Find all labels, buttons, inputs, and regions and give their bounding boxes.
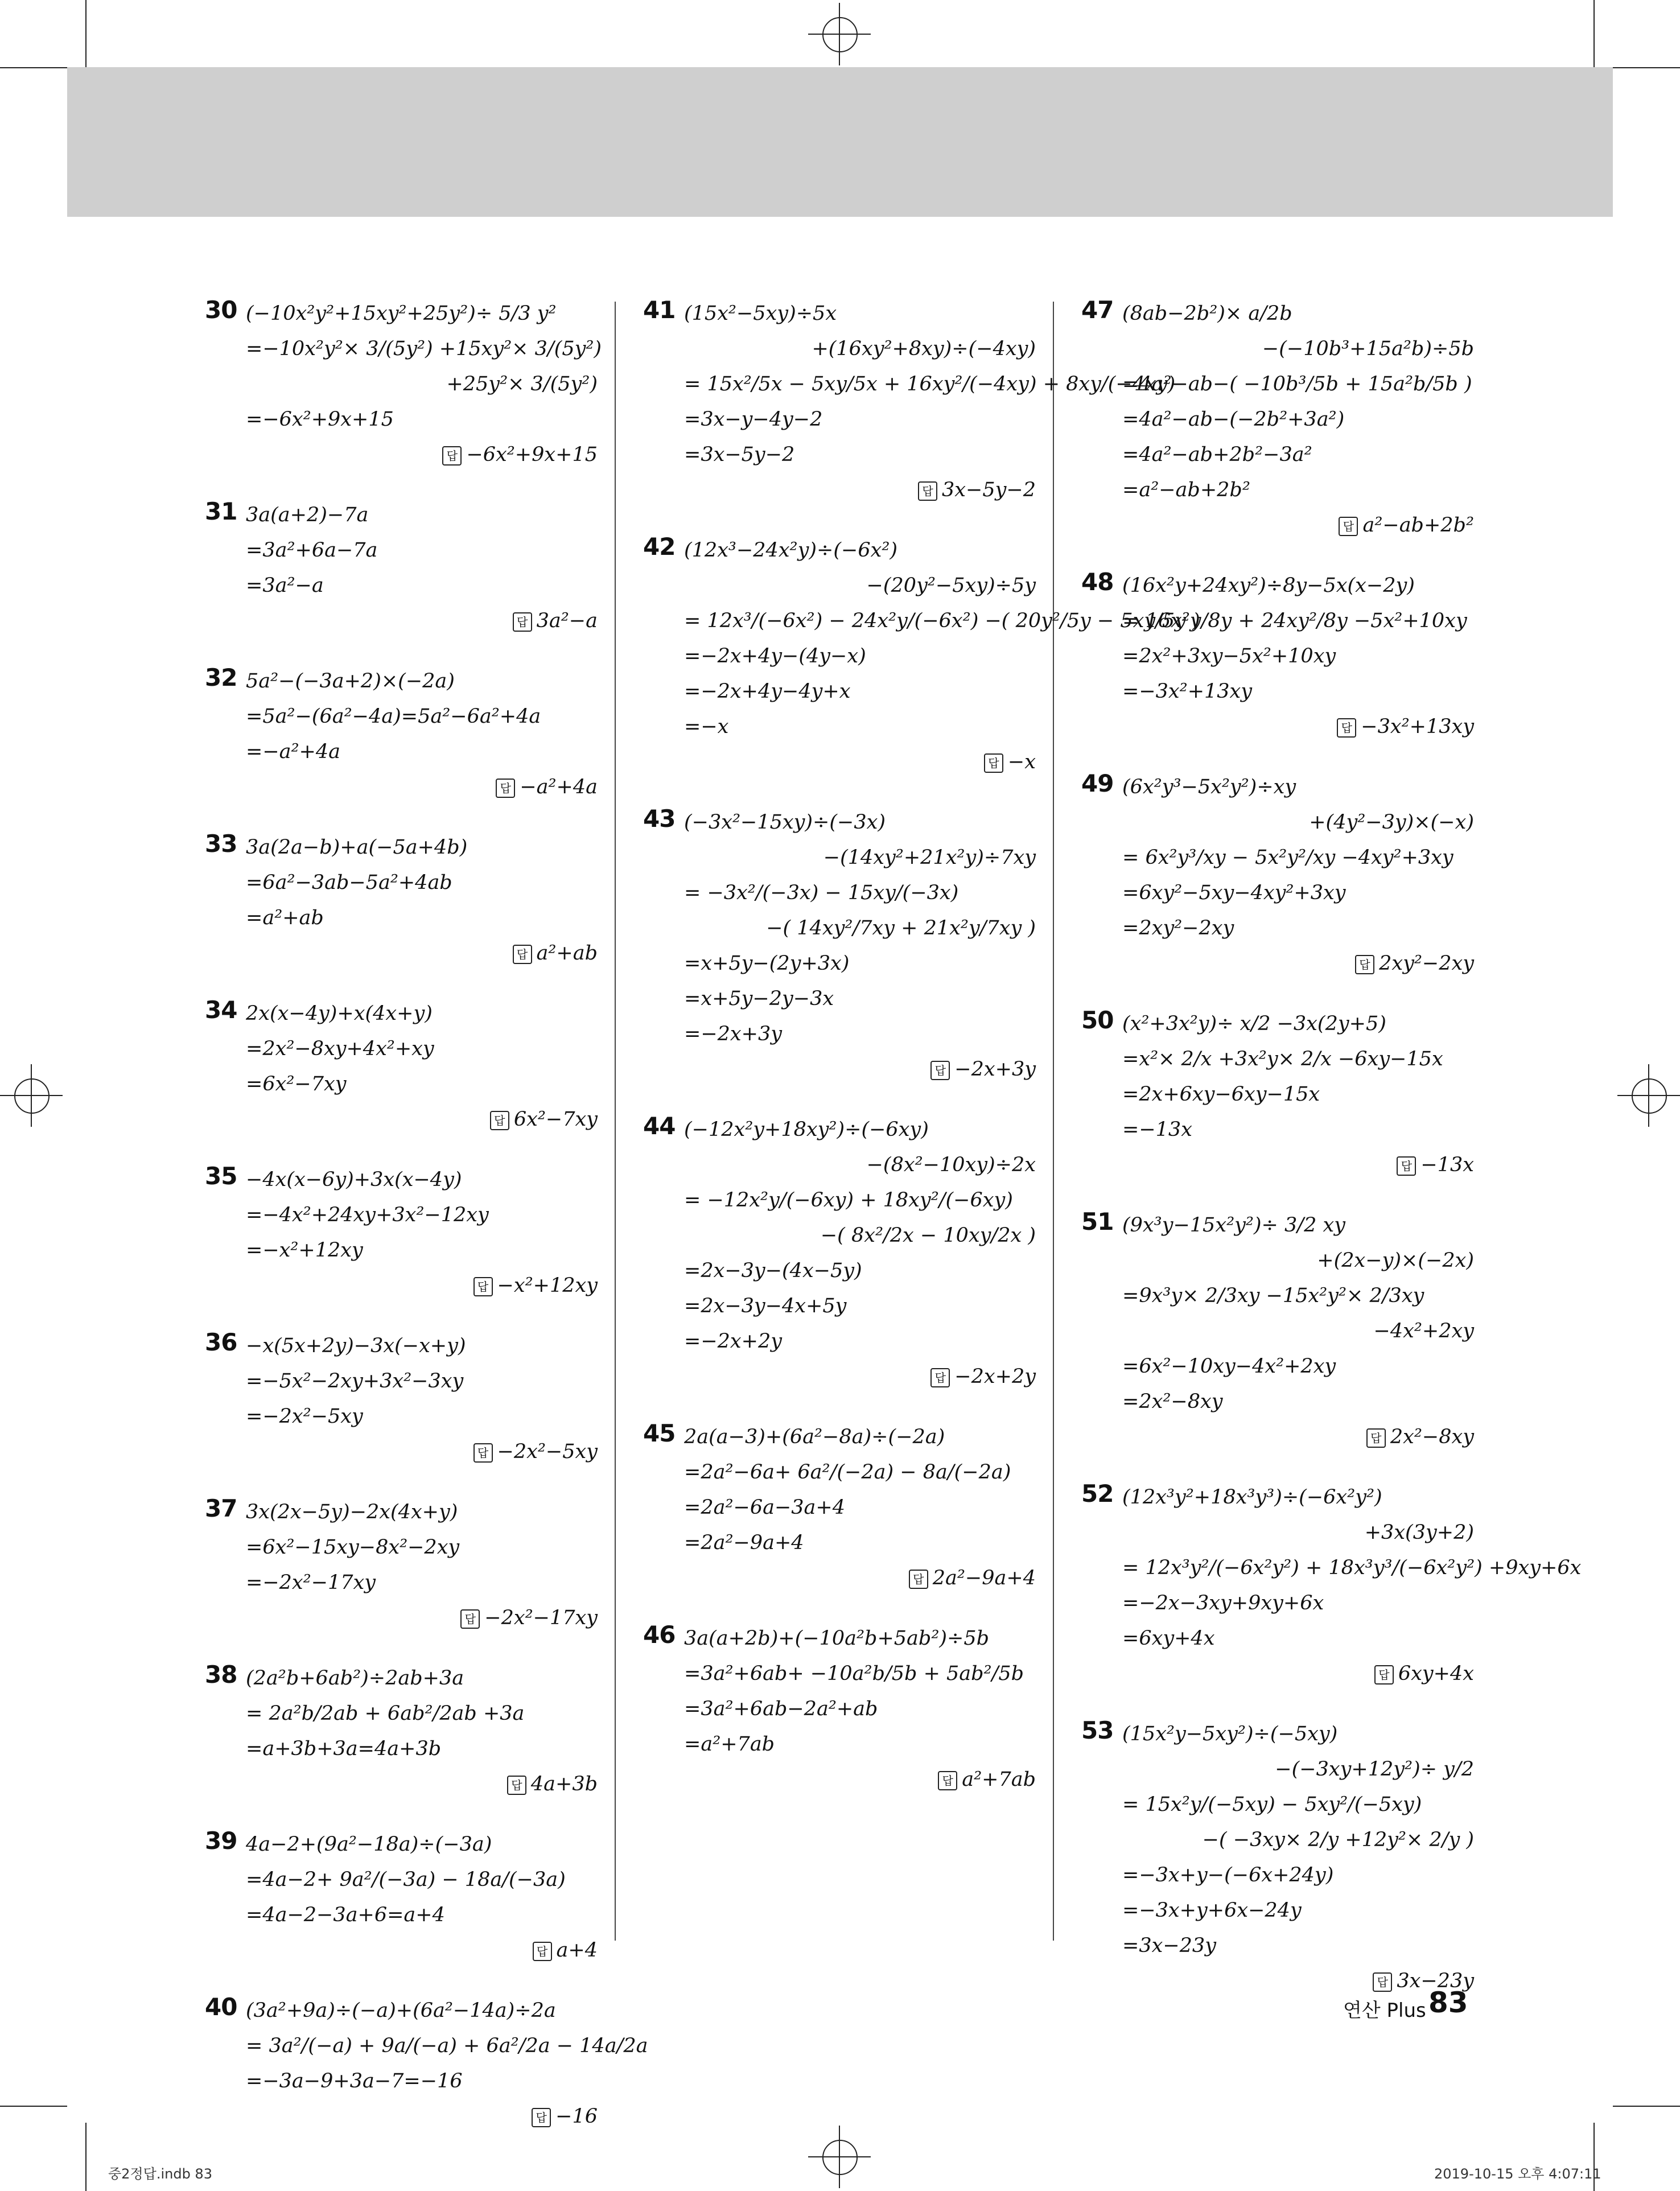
answer-text: −2x+2y — [954, 1365, 1036, 1388]
solution-line: =4a²−ab−( −10b³/5b + 15a²b/5b ) — [1122, 373, 1472, 396]
answer-line — [1081, 508, 1480, 543]
solution-line: −x(5x+2y)−3x(−x+y) — [246, 1335, 466, 1357]
solution-line: −(−3xy+12y²)÷ y/2 — [1275, 1758, 1474, 1781]
problem-34 — [205, 996, 603, 1137]
answer-mark-icon: 답 — [984, 753, 1003, 773]
registration-mark-icon — [808, 2126, 871, 2188]
solution-line: (x²+3x²y)÷ x/2 −3x(2y+5) — [1122, 1012, 1386, 1035]
solution-line: =6a²−3ab−5a²+4ab — [246, 871, 452, 894]
answer-text: a+4 — [556, 1939, 598, 1962]
answer-mark-icon: 답 — [473, 1443, 493, 1463]
solution-line: =3a²−a — [246, 574, 324, 597]
answer-line — [205, 2099, 603, 2134]
solution-line: +(2x−y)×(−2x) — [1317, 1249, 1474, 1272]
solution-line: 2a(a−3)+(6a²−8a)÷(−2a) — [684, 1426, 945, 1448]
answer-mark-icon: 답 — [533, 1942, 552, 1961]
solution-line: =x+5y−(2y+3x) — [684, 952, 850, 975]
solution-line: =−3x²+13xy — [1122, 680, 1253, 703]
solution-line: −( 14xy²/7xy + 21x²y/7xy ) — [766, 917, 1036, 940]
solution-line: −(20y²−5xy)÷5y — [866, 574, 1036, 597]
problem-number: 49 — [1081, 769, 1114, 797]
answer-line — [643, 1560, 1041, 1596]
problem-number: 46 — [643, 1621, 676, 1649]
trim-line — [85, 2123, 87, 2191]
answer-mark-icon: 답 — [496, 779, 515, 798]
solution-line: =3a²+6ab+ −10a²b/5b + 5ab²/5b — [684, 1662, 1024, 1685]
problem-number: 33 — [205, 830, 237, 858]
solution-line: =−a²+4a — [246, 740, 341, 763]
answer-line — [205, 1268, 603, 1303]
answer-line — [643, 1052, 1041, 1087]
problem-number: 30 — [205, 296, 237, 324]
problem-number: 38 — [205, 1661, 237, 1688]
answer-mark-icon: 답 — [490, 1111, 509, 1130]
answer-mark-icon: 답 — [938, 1771, 957, 1790]
solution-line: 4a−2+(9a²−18a)÷(−3a) — [246, 1833, 492, 1856]
solution-line: =a²+ab — [246, 907, 324, 929]
answer-mark-icon: 답 — [918, 481, 937, 501]
problem-50 — [1081, 1006, 1480, 1183]
trim-line — [85, 0, 87, 67]
problem-36 — [205, 1328, 603, 1469]
solution-line: =2a²−6a−3a+4 — [684, 1496, 846, 1519]
problem-53 — [1081, 1716, 1480, 1999]
solution-line: =6xy²−5xy−4xy²+3xy — [1122, 882, 1346, 904]
solution-line: −(14xy²+21x²y)÷7xy — [823, 846, 1036, 869]
problem-44 — [643, 1112, 1041, 1394]
solution-line: =−3a−9+3a−7=−16 — [246, 2070, 463, 2093]
answer-line — [205, 1933, 603, 1968]
answer-mark-icon: 답 — [1366, 1428, 1386, 1448]
solution-line: (−12x²y+18xy²)÷(−6xy) — [684, 1118, 929, 1141]
solution-line: −4x(x−6y)+3x(x−4y) — [246, 1168, 462, 1191]
column-3 — [1081, 296, 1582, 2024]
solution-line: = 2a²b/2ab + 6ab²/2ab +3a — [246, 1702, 525, 1725]
problem-30 — [205, 296, 603, 472]
answer-line — [205, 1102, 603, 1137]
answer-text: 3x−5y−2 — [942, 479, 1036, 501]
solution-line: +25y²× 3/(5y²) — [446, 373, 598, 396]
problem-number: 43 — [643, 805, 676, 833]
answer-mark-icon: 답 — [930, 1061, 950, 1080]
problem-number: 42 — [643, 533, 676, 561]
solution-line: =6x²−10xy−4x²+2xy — [1122, 1355, 1336, 1378]
solution-line: =−2x²−5xy — [246, 1405, 363, 1428]
problem-40 — [205, 1993, 648, 2134]
column-divider — [1053, 302, 1054, 1941]
answer-text: 6x²−7xy — [513, 1108, 598, 1131]
problem-number: 37 — [205, 1494, 237, 1522]
problem-31 — [205, 497, 603, 639]
problem-51 — [1081, 1208, 1480, 1455]
problem-35 — [205, 1162, 603, 1303]
answer-text: a²+7ab — [962, 1768, 1036, 1791]
answer-line — [205, 1766, 603, 1802]
solution-line: (9x³y−15x²y²)÷ 3/2 xy — [1122, 1214, 1345, 1237]
solution-line: 2x(x−4y)+x(4x+y) — [246, 1002, 433, 1025]
solution-line: = −3x²/(−3x) − 15xy/(−3x) — [684, 882, 959, 904]
problem-number: 48 — [1081, 568, 1114, 596]
answer-mark-icon: 답 — [1355, 955, 1374, 974]
solution-line: =3a²+6a−7a — [246, 539, 378, 562]
solution-line: =5a²−(6a²−4a)=5a²−6a²+4a — [246, 705, 541, 728]
answer-line — [643, 744, 1041, 780]
answer-mark-icon: 답 — [1337, 718, 1356, 738]
solution-line: (6x²y³−5x²y²)÷xy — [1122, 776, 1296, 798]
page-number: 83 — [1428, 1986, 1468, 2019]
answer-mark-icon: 답 — [909, 1570, 928, 1589]
problem-number: 45 — [643, 1419, 676, 1447]
solution-line: =−5x²−2xy+3x²−3xy — [246, 1370, 464, 1393]
answer-mark-icon: 답 — [1397, 1156, 1416, 1176]
solution-line: =−2x−3xy+9xy+6x — [1122, 1592, 1324, 1615]
solution-line: =2a²−6a+ 6a²/(−2a) − 8a/(−2a) — [684, 1461, 1011, 1484]
problem-43 — [643, 805, 1041, 1087]
problem-number: 51 — [1081, 1208, 1114, 1235]
solution-line: =6xy+4x — [1122, 1627, 1215, 1650]
answer-text: −6x²+9x+15 — [466, 443, 598, 466]
trim-line — [1613, 67, 1680, 68]
solution-line: =x²× 2/x +3x²y× 2/x −6xy−15x — [1122, 1048, 1443, 1070]
solution-line: =2x²−8xy+4x²+xy — [246, 1037, 434, 1060]
column-1 — [205, 296, 648, 2159]
solution-line: 3a(a+2b)+(−10a²b+5ab²)÷5b — [684, 1627, 990, 1650]
solution-line: =−2x+2y — [684, 1330, 783, 1353]
solution-line: =−x²+12xy — [246, 1239, 363, 1262]
solution-line: +(16xy²+8xy)÷(−4xy) — [812, 337, 1036, 360]
answer-text: −2x²−5xy — [497, 1440, 598, 1463]
solution-line: −4x²+2xy — [1373, 1320, 1474, 1342]
solution-line: = 3a²/(−a) + 9a/(−a) + 6a²/2a − 14a/2a — [246, 2034, 648, 2057]
solution-line: = 12x³y²/(−6x²y²) + 18x³y³/(−6x²y²) +9xy+6x — [1122, 1556, 1582, 1579]
answer-line — [205, 936, 603, 971]
solution-line: =2x−3y−(4x−5y) — [684, 1259, 862, 1282]
answer-text: 3a²−a — [536, 609, 598, 632]
answer-line — [1081, 946, 1480, 981]
answer-line — [1081, 1147, 1480, 1183]
answer-line — [1081, 1963, 1480, 1999]
solution-line: (−10x²y²+15xy²+25y²)÷ 5/3 y² — [246, 302, 557, 325]
solution-line: 3a(2a−b)+a(−5a+4b) — [246, 836, 468, 859]
solution-line: =−2x+4y−(4y−x) — [684, 645, 866, 668]
problem-32 — [205, 664, 603, 805]
answer-line — [205, 1600, 603, 1636]
solution-line: =9x³y× 2/3xy −15x²y²× 2/3xy — [1122, 1284, 1424, 1307]
solution-line: =3x−5y−2 — [684, 443, 795, 466]
problem-39 — [205, 1827, 603, 1968]
trim-line — [0, 67, 67, 68]
solution-line: = 15x²y/(−5xy) − 5xy²/(−5xy) — [1122, 1793, 1422, 1816]
solution-line: (16x²y+24xy²)÷8y−5x(x−2y) — [1122, 574, 1415, 597]
answer-text: −a²+4a — [520, 776, 598, 798]
solution-line: (3a²+9a)÷(−a)+(6a²−14a)÷2a — [246, 1999, 556, 2022]
solution-line: =3x−y−4y−2 — [684, 408, 823, 431]
solution-line: 3x(2x−5y)−2x(4x+y) — [246, 1501, 458, 1523]
answer-mark-icon: 답 — [442, 446, 462, 466]
solution-line: =4a²−ab+2b²−3a² — [1122, 443, 1312, 466]
registration-mark-icon — [1617, 1064, 1680, 1127]
problem-52 — [1081, 1480, 1582, 1691]
problem-number: 40 — [205, 1993, 237, 2021]
answer-text: 4a+3b — [530, 1773, 598, 1795]
solution-line: =−3x+y−(−6x+24y) — [1122, 1864, 1334, 1887]
solution-line: −( 8x²/2x − 10xy/2x ) — [820, 1224, 1036, 1247]
solution-line: +3x(3y+2) — [1364, 1521, 1474, 1544]
solution-line: =−10x²y²× 3/(5y²) +15xy²× 3/(5y²) — [246, 337, 602, 360]
solution-line: =6x²−15xy−8x²−2xy — [246, 1536, 460, 1559]
solution-line: =4a²−ab−(−2b²+3a²) — [1122, 408, 1345, 431]
solution-line: =−6x²+9x+15 — [246, 408, 394, 431]
answer-line — [205, 603, 603, 639]
answer-mark-icon: 답 — [473, 1277, 493, 1296]
answer-mark-icon: 답 — [513, 612, 532, 632]
solution-line: =2a²−9a+4 — [684, 1531, 804, 1554]
problem-38 — [205, 1661, 603, 1802]
solution-line: =−3x+y+6x−24y — [1122, 1899, 1302, 1922]
problem-number: 35 — [205, 1162, 237, 1190]
answer-line — [1081, 709, 1480, 744]
solution-line: =6x²−7xy — [246, 1073, 347, 1096]
problem-45 — [643, 1419, 1041, 1596]
solution-line: 3a(a+2)−7a — [246, 504, 369, 526]
solution-line: =2x²−8xy — [1122, 1390, 1223, 1413]
answer-text: 2xy²−2xy — [1379, 952, 1474, 975]
solution-line: (15x²y−5xy²)÷(−5xy) — [1122, 1723, 1338, 1745]
header-band — [67, 67, 1613, 217]
problem-47 — [1081, 296, 1480, 543]
solution-line: (12x³y²+18x³y³)÷(−6x²y²) — [1122, 1486, 1382, 1509]
trim-line — [0, 2106, 67, 2107]
solution-line: (−3x²−15xy)÷(−3x) — [684, 811, 886, 834]
problem-33 — [205, 830, 603, 971]
file-name: 중2정답.indb 83 — [108, 2166, 212, 2182]
answer-text: −16 — [555, 2105, 598, 2128]
answer-text: −2x+3y — [954, 1058, 1036, 1081]
problem-number: 41 — [643, 296, 676, 324]
book-title: 연산 Plus — [1343, 1999, 1426, 2022]
problem-number: 50 — [1081, 1006, 1114, 1034]
answer-mark-icon: 답 — [930, 1368, 950, 1387]
problem-49 — [1081, 769, 1480, 981]
solution-line: =2x+6xy−6xy−15x — [1122, 1083, 1320, 1106]
answer-text: −3x²+13xy — [1361, 715, 1474, 738]
solution-line: = −12x²y/(−6xy) + 18xy²/(−6xy) — [684, 1189, 1013, 1212]
answer-mark-icon: 답 — [532, 2108, 551, 2127]
solution-line: (15x²−5xy)÷5x — [684, 302, 837, 325]
solution-line: =a²+7ab — [684, 1733, 775, 1756]
solution-line: =2xy²−2xy — [1122, 917, 1234, 940]
solution-line: = 12x³/(−6x²) − 24x²y/(−6x²) −( 20y²/5y − 5xy/5y ) — [684, 609, 1200, 632]
answer-line — [643, 1762, 1041, 1797]
solution-line: =−x — [684, 715, 729, 738]
answer-text: −x — [1007, 751, 1036, 773]
solution-line: =−2x+4y−4y+x — [684, 680, 851, 703]
solution-line: =−2x²−17xy — [246, 1571, 376, 1594]
answer-text: a²−ab+2b² — [1362, 514, 1474, 537]
solution-line: =2x²+3xy−5x²+10xy — [1122, 645, 1336, 668]
answer-text: a²+ab — [536, 942, 598, 965]
answer-line — [643, 1359, 1041, 1394]
solution-line: (8ab−2b²)× a/2b — [1122, 302, 1292, 325]
problem-number: 34 — [205, 996, 237, 1024]
problem-number: 32 — [205, 664, 237, 691]
answer-mark-icon: 답 — [1339, 517, 1358, 536]
registration-mark-icon — [808, 3, 871, 65]
answer-mark-icon: 답 — [460, 1609, 480, 1629]
print-timestamp: 2019-10-15 오후 4:07:11 — [1434, 2166, 1601, 2182]
solution-line: =3a²+6ab−2a²+ab — [684, 1698, 878, 1720]
trim-line — [1613, 2106, 1680, 2107]
registration-mark-icon — [0, 1064, 63, 1127]
solution-line: (2a²b+6ab²)÷2ab+3a — [246, 1667, 464, 1690]
solution-line: =x+5y−2y−3x — [684, 987, 834, 1010]
problem-number: 52 — [1081, 1480, 1114, 1508]
problem-37 — [205, 1494, 603, 1636]
solution-line: =4a−2+ 9a²/(−3a) − 18a/(−3a) — [246, 1868, 566, 1891]
solution-line: = 6x²y³/xy − 5x²y²/xy −4xy²+3xy — [1122, 846, 1453, 869]
solution-line: (12x³−24x²y)÷(−6x²) — [684, 539, 898, 562]
solution-line: =2x−3y−4x+5y — [684, 1295, 847, 1317]
answer-line — [205, 769, 603, 805]
column-divider — [615, 302, 616, 1941]
solution-line: =−2x+3y — [684, 1023, 783, 1045]
answer-text: 6xy+4x — [1398, 1662, 1474, 1685]
answer-mark-icon: 답 — [1374, 1665, 1394, 1685]
problem-number: 39 — [205, 1827, 237, 1855]
solution-line: =4a−2−3a+6=a+4 — [246, 1904, 445, 1926]
solution-line: +(4y²−3y)×(−x) — [1309, 811, 1474, 834]
answer-text: −2x²−17xy — [484, 1607, 598, 1629]
answer-line — [205, 1434, 603, 1469]
problem-number: 36 — [205, 1328, 237, 1356]
solution-line: =−13x — [1122, 1118, 1192, 1141]
trim-line — [1593, 0, 1595, 67]
solution-line: =a²−ab+2b² — [1122, 479, 1250, 501]
answer-text: 2a²−9a+4 — [932, 1567, 1036, 1589]
answer-text: −x²+12xy — [497, 1274, 598, 1297]
solution-line: −( −3xy× 2/y +12y²× 2/y ) — [1202, 1828, 1474, 1851]
answer-line — [643, 472, 1041, 508]
answer-line — [1081, 1656, 1480, 1691]
answer-line — [1081, 1419, 1480, 1455]
solution-line: 5a²−(−3a+2)×(−2a) — [246, 670, 455, 693]
problem-number: 47 — [1081, 296, 1114, 324]
problem-number: 31 — [205, 497, 237, 525]
problem-number: 53 — [1081, 1716, 1114, 1744]
solution-line: =−4x²+24xy+3x²−12xy — [246, 1204, 489, 1226]
answer-text: −13x — [1420, 1154, 1474, 1176]
problem-46 — [643, 1621, 1041, 1797]
solution-line: =a+3b+3a=4a+3b — [246, 1737, 442, 1760]
solution-line: −(8x²−10xy)÷2x — [866, 1154, 1036, 1176]
answer-mark-icon: 답 — [513, 945, 532, 964]
problem-number: 44 — [643, 1112, 676, 1140]
solution-line: =3x−23y — [1122, 1934, 1216, 1957]
solution-line: −(−10b³+15a²b)÷5b — [1262, 337, 1474, 360]
answer-text: 3x−23y — [1397, 1970, 1474, 1992]
solution-line: = 16x²y/8y + 24xy²/8y −5x²+10xy — [1122, 609, 1467, 632]
answer-line — [205, 437, 603, 472]
answer-text: 2x²−8xy — [1390, 1426, 1474, 1448]
solution-line: = 15x²/5x − 5xy/5x + 16xy²/(−4xy) + 8xy/(−4xy) — [684, 373, 1176, 396]
answer-mark-icon: 답 — [507, 1776, 526, 1795]
answer-mark-icon: 답 — [1373, 1972, 1392, 1992]
problem-48 — [1081, 568, 1480, 744]
